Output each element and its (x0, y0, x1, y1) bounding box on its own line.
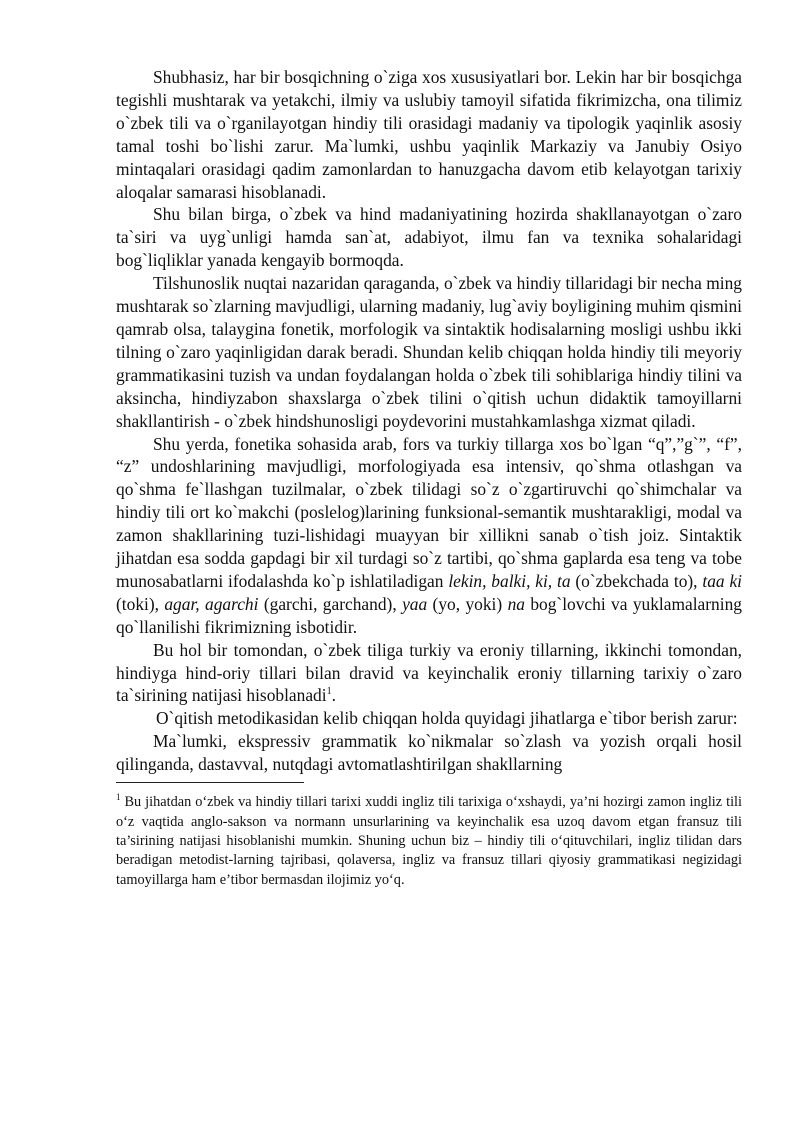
paragraph-4-text-4: (garchi, garchand), (258, 593, 403, 614)
paragraph-4-text-1: Shu yerda, fonetika sohasida arab, fors va turkiy tillarga xos bo`lgan “q”,”g`”, “f”, “z” undoshlarining mavjudligi, morfologiyada esa intensiv, qo`shma otlashgan va qo`shma fe`llashgan tuzilmalar, o`zbek tilidagi so`z o`zgartiruvchi qo`shimchalar va hindiy tili ort ko`makchi (poslelog)larining funksional-semantik mushtarakligi, modal va zamon shakllarining tuzi-lishidagi muayyan bir xillikni sanab o`tish joiz. Sintaktik jihatdan esa sodda gapdagi bir xil turdagi so`z tartibi, qo`shma gaplarda esa teng va tobe munosabatlarni ifodalashda ko`p ishlatiladigan (116, 433, 742, 591)
footnote-separator (116, 782, 304, 783)
paragraph-5-end: . (331, 685, 336, 706)
body-text (116, 66, 742, 776)
footnote-mark: 1 (116, 792, 121, 803)
paragraph-4-text-3: (toki), (116, 593, 165, 614)
document-page (116, 66, 742, 890)
paragraph-4-italic-4: yaa (402, 593, 428, 614)
footnote (116, 793, 742, 890)
paragraph-4-italic-2: taa ki (702, 570, 742, 591)
paragraph-6: O`qitish metodikasidan kelib chiqqan holda quyidagi jihatlarga e`tibor berish zarur: (156, 708, 738, 729)
paragraph-2: Shu bilan birga, o`zbek va hind madaniyatining hozirda shakllanayotgan o`zaro ta`siri va uyg`unligi hamda san`at, adabiyot, ilmu fan va texnika sohalaridagi bog`liqliklar yanada kengayib bormoqda. (116, 204, 742, 271)
paragraph-4-italic-5: na (507, 593, 525, 614)
paragraph-4-text-6: bog`lovchi va yuklamalarning qo`llanilishi fikrimizning isbotidir. (116, 593, 742, 637)
paragraph-4-italic-1: lekin, balki, ki, ta (448, 570, 571, 591)
paragraph-1: Shubhasiz, har bir bosqichning o`ziga xos xususiyatlari bor. Lekin har bir bosqichga tegishli mushtarak va yetakchi, ilmiy va uslubiy tamoyil sifatida fikrimizcha, ona tilimiz o`zbek tili va o`rganilayotgan hindiy tili orasidagi madaniy va tipologik yaqinlik asosiy tamal toshi bo`lishi zarur. Ma`lumki, ushbu yaqinlik Markaziy va Janubiy Osiyo mintaqalari orasidagi qadim zamonlardan to hanuzgacha davom etib kelayotgan tarixiy aloqalar samarasi hisoblanadi. (116, 67, 742, 202)
paragraph-5-text: Bu hol bir tomondan, o`zbek tiliga turkiy va eroniy tillarning, ikkinchi tomondan, hindiyga hind-oriy tillari bilan dravid va keyinchalik eroniy tillarning tarixiy o`zaro ta`sirining natijasi hisoblanadi (116, 639, 742, 706)
paragraph-3: Tilshunoslik nuqtai nazaridan qaraganda, o`zbek va hindiy tillaridagi bir necha ming mushtarak so`zlarning mavjudligi, ularning madaniy, lug`aviy boyligining muhim qismini qamrab olsa, talaygina fonetik, morfologik va sintaktik hodisalarning mosligi ushbu ikki tilning o`zaro yaqinligidan darak beradi. Shundan kelib chiqqan holda hindiy tili meyoriy grammatikasini tuzish va undan foydalangan holda o`zbek tili sohiblariga hindiy tilini va aksincha, hindiyzabon shaxslarga o`zbek tilini o`qitish uchun didaktik tamoyillarni shakllantirish - o`zbek hindshunosligi poydevorini mustahkamlashga xizmat qiladi. (116, 273, 742, 431)
paragraph-4-text-2: (o`zbekchada to), (570, 570, 703, 591)
paragraph-5 (116, 639, 742, 708)
paragraph-7: Ma`lumki, ekspressiv grammatik ko`nikmalar so`zlash va yozish orqali hosil qilinganda, dastavval, nutqdagi avtomatlashtirilgan shakllarning (116, 731, 742, 775)
footnote-reference[interactable]: 1 (326, 686, 332, 698)
paragraph-4-italic-3: agar, agarchi (164, 593, 259, 614)
footnote-text: Bu jihatdan o‘zbek va hindiy tillari tarixi xuddi ingliz tili tarixiga o‘xshaydi, ya’ni hozirgi zamon ingliz tili o‘z vaqtida anglo-sakson va normann unsurlarining va keyinchalik esa uzoq davom etgan fransuz tili ta’sirining natijasi hisoblanishi mumkin. Shuning uchun biz – hindiy tili o‘qituvchilari, ingliz tilidan dars beradigan metodist-larning tajribasi, qolaversa, ingliz va fransuz tillari qiyosiy grammatikasi negizidagi tamoyillarga ham e’tibor bermasdan ilojimiz yo‘q. (116, 794, 742, 888)
paragraph-4-text-5: (yo, yoki) (427, 593, 508, 614)
paragraph-4 (116, 433, 742, 639)
